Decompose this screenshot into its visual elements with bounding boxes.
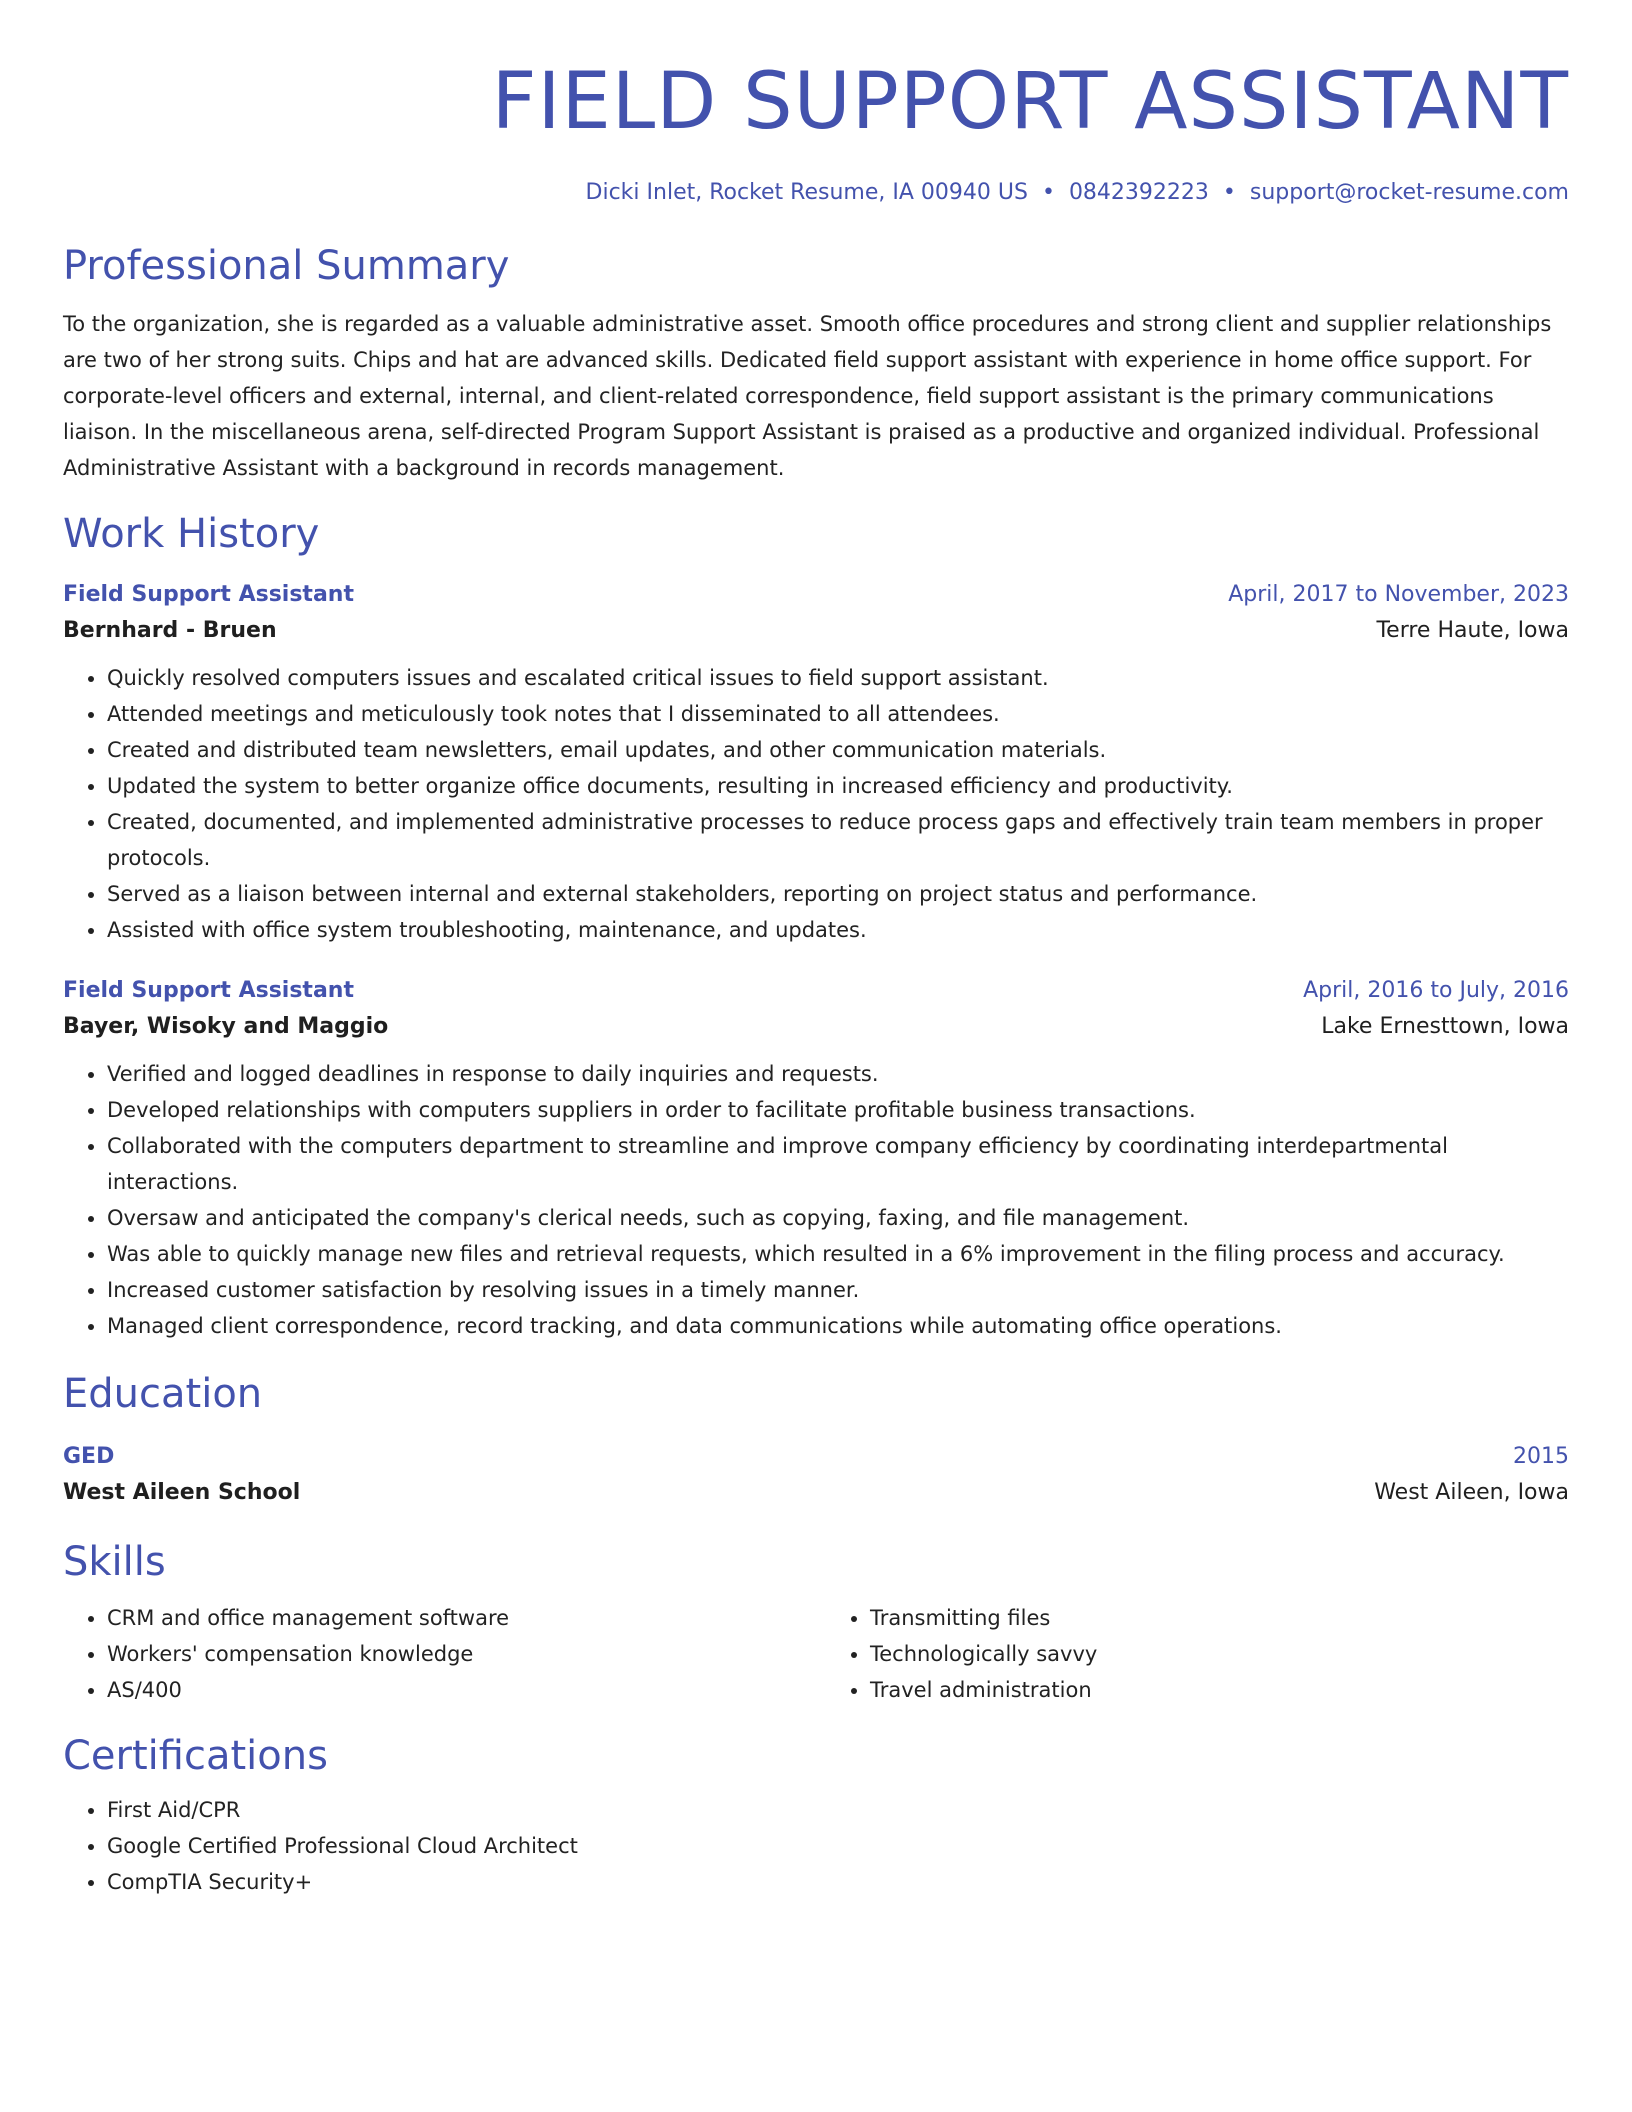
job-bullet: • Created and distributed team newsletters, email updates, and other communication materials. xyxy=(107,732,1569,768)
job-bullets xyxy=(63,1056,1569,1344)
contact-separator: • xyxy=(1222,180,1236,205)
contact-phone: 0842392223 xyxy=(1068,180,1209,205)
summary-text: To the organization, she is regarded as a valuable administrative asset. Smooth office procedures and strong client and supplier relationships are two of her strong suits. Chips and hat are advanced skills. Dedicated field support assistant with experience in home office support. For corporate-level officers and external, internal, and client-related correspondence, field support assistant is the primary communications liaison. In the miscellaneous arena, self-directed Program Support Assistant is praised as a productive and organized individual. Professional Administrative Assistant with a background in records management. xyxy=(63,312,1552,480)
job-role: Field Support Assistant xyxy=(63,582,354,607)
job-bullet: • Quickly resolved computers issues and escalated critical issues to field support assistant. xyxy=(107,660,1569,696)
contact-line xyxy=(63,178,1569,208)
job-dates: April, 2016 to July, 2016 xyxy=(1303,978,1569,1003)
job-bullet: • Developed relationships with computers suppliers in order to facilitate profitable business transactions. xyxy=(107,1092,1569,1128)
skill-item: • Technologically savvy xyxy=(870,1636,1569,1672)
skill-item: • CRM and office management software xyxy=(107,1600,806,1636)
education-degree: GED xyxy=(63,1444,115,1469)
job-subheader xyxy=(63,612,1569,650)
job-bullet: • Attended meetings and meticulously took notes that I disseminated to all attendees. xyxy=(107,696,1569,732)
education-year: 2015 xyxy=(1513,1444,1569,1469)
education-school: West Aileen School xyxy=(63,1480,301,1505)
contact-address: Dicki Inlet, Rocket Resume, IA 00940 US xyxy=(585,180,1028,205)
education-subheader xyxy=(63,1474,1569,1512)
certification-item: • Google Certified Professional Cloud Architect xyxy=(107,1828,1569,1864)
education-header xyxy=(63,1440,1569,1474)
job-header xyxy=(63,974,1569,1008)
skill-item: • Travel administration xyxy=(870,1672,1569,1708)
work-history-heading: Work History xyxy=(63,511,320,557)
certifications-list xyxy=(63,1792,1569,1900)
certification-item: • First Aid/CPR xyxy=(107,1792,1569,1828)
job-bullet: • Oversaw and anticipated the company's clerical needs, such as copying, faxing, and file management. xyxy=(107,1200,1569,1236)
job-company: Bayer, Wisoky and Maggio xyxy=(63,1014,389,1039)
job-location: Lake Ernesttown, Iowa xyxy=(1321,1014,1569,1039)
skills-list-right xyxy=(826,1600,1569,1708)
skill-item: • Transmitting files xyxy=(870,1600,1569,1636)
job-bullet: • Updated the system to better organize office documents, resulting in increased efficiency and productivity. xyxy=(107,768,1569,804)
job-location: Terre Haute, Iowa xyxy=(1376,618,1569,643)
job-bullet: • Was able to quickly manage new files and retrieval requests, which resulted in a 6% improvement in the filing process and accuracy. xyxy=(107,1236,1569,1272)
skill-item: • AS/400 xyxy=(107,1672,806,1708)
job-bullet: • Verified and logged deadlines in response to daily inquiries and requests. xyxy=(107,1056,1569,1092)
contact-separator: • xyxy=(1041,180,1055,205)
job-role: Field Support Assistant xyxy=(63,978,354,1003)
education-location: West Aileen, Iowa xyxy=(1374,1480,1569,1505)
job-entry xyxy=(63,578,1569,948)
education-entry xyxy=(63,1440,1569,1512)
skill-item: • Workers' compensation knowledge xyxy=(107,1636,806,1672)
contact-email: support@rocket-resume.com xyxy=(1249,180,1569,205)
certification-item: • CompTIA Security+ xyxy=(107,1864,1569,1900)
summary-heading: Professional Summary xyxy=(63,243,510,289)
job-company: Bernhard - Bruen xyxy=(63,618,277,643)
certifications-heading: Certifications xyxy=(63,1733,328,1779)
job-subheader xyxy=(63,1008,1569,1046)
skills-grid xyxy=(63,1588,1569,1708)
job-bullet: • Managed client correspondence, record tracking, and data communications while automating office operations. xyxy=(107,1308,1569,1344)
job-bullet: • Created, documented, and implemented administrative processes to reduce process gaps and effectively train team members in proper protocols. xyxy=(107,804,1569,876)
job-header xyxy=(63,578,1569,612)
job-dates: April, 2017 to November, 2023 xyxy=(1228,582,1569,607)
job-entry xyxy=(63,974,1569,1344)
job-bullet: • Assisted with office system troubleshooting, maintenance, and updates. xyxy=(107,912,1569,948)
job-bullets xyxy=(63,660,1569,948)
job-bullet: • Collaborated with the computers department to streamline and improve company efficiency by coordinating interdepartmental interactions. xyxy=(107,1128,1569,1200)
job-bullet: • Served as a liaison between internal and external stakeholders, reporting on project status and performance. xyxy=(107,876,1569,912)
job-bullet: • Increased customer satisfaction by resolving issues in a timely manner. xyxy=(107,1272,1569,1308)
resume-name: FIELD SUPPORT ASSISTANT xyxy=(491,57,1569,147)
skills-heading: Skills xyxy=(63,1539,166,1585)
skills-list-left xyxy=(63,1600,806,1708)
education-heading: Education xyxy=(63,1371,263,1417)
